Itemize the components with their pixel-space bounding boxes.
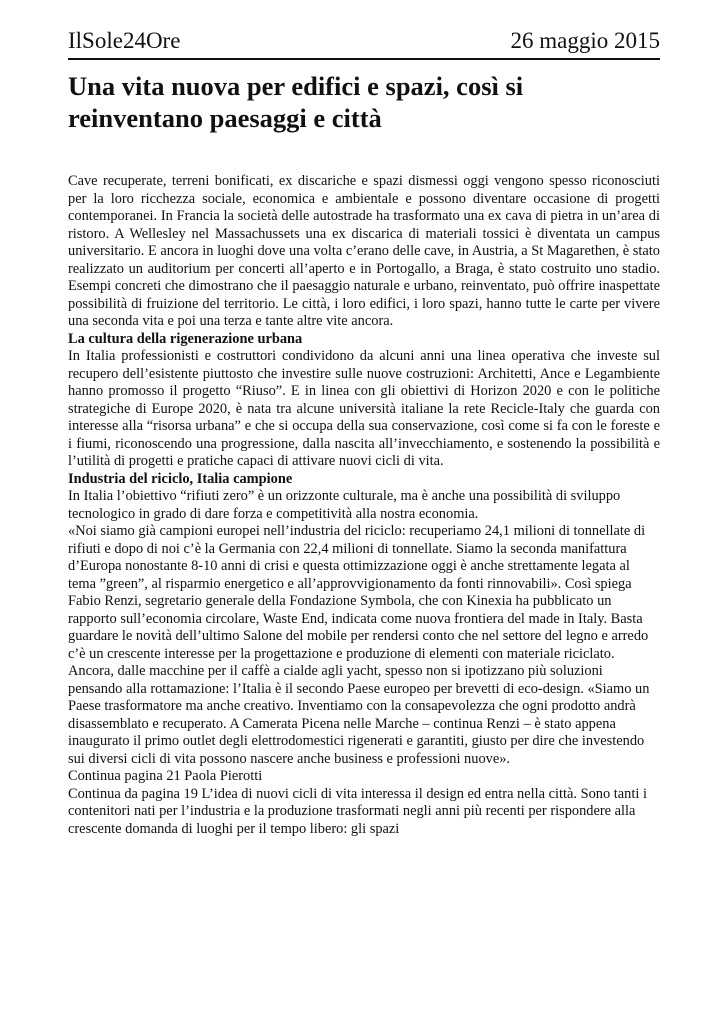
continued-note: Continua pagina 21 Paola Pierotti bbox=[68, 768, 263, 784]
article-body bbox=[68, 173, 660, 838]
paragraph-intro: Cave recuperate, terreni bonificati, ex discariche e spazi dismessi oggi vengono spesso riconosciuti per la loro ricchezza sociale, economica e ambientale e possono diventare occasione di progetti contemporanei. In Francia la società delle autostrade ha trasformato una ex cava di pietra in un’area di ristoro. A Wellesley nel Massachussets una ex discarica di materiali tossici è diventata un campus universitario. E ancora in luoghi dove una volta c’erano delle cave, in Austria, a St Magarethen, è stato realizzato un auditorium per concerti all’aperto e in Portogallo, a Braga, è stato costruito uno stadio. Esempi concreti che dimostrano che il paesaggio naturale e urbano, reinventato, può offrire inaspettate possibilità di fruizione del territorio. Le città, i loro edifici, i loro spazi, hanno tutte le carte per vivere una seconda vita e poi una terza e tante altre vite ancora. bbox=[68, 173, 660, 329]
masthead bbox=[68, 26, 660, 60]
subheading-urban-regeneration: La cultura della rigenerazione urbana bbox=[68, 330, 303, 347]
paragraph-zero-waste: In Italia l’obiettivo “rifiuti zero” è un orizzonte culturale, ma è anche una possibilità di sviluppo tecnologico in grado di dare forza e competitività alla nostra economia. bbox=[68, 488, 621, 522]
article-headline: Una vita nuova per edifici e spazi, così si reinventano paesaggi e città bbox=[68, 71, 524, 133]
publication-date: 26 maggio 2015 bbox=[510, 28, 660, 53]
paragraph-regeneration: In Italia professionisti e costruttori condividono da alcuni anni una linea operativa che investe sul recupero dell’esistente piuttosto che investire sulle nuove costruzioni: Architetti, Ance e Legambiente hanno promosso il progetto “Riuso”. E in linea con gli obiettivi di Horizon 2020 e con le politiche strategiche di Europe 2020, è nata tra alcune università italiane la rete Recicle-Italy che guarda con interesse alla “risorsa urbana” e che si occupa della sua conservazione, così come si fa con le foreste e i fiumi, riconoscendo una progressione, dalla nascita all’invecchiamento, e sostenendo la possibilità e l’utilità di progetti e pratiche capaci di attivare nuovi cicli di vita. bbox=[68, 348, 660, 469]
subheading-recycling-industry: Industria del riciclo, Italia campione bbox=[68, 470, 293, 487]
paragraph-quote-renzi: «Noi siamo già campioni europei nell’industria del riciclo: recuperiamo 24,1 milioni di tonnellate di rifiuti e dopo di noi c’è la Germania con 22,4 milioni di tonnellate. Siamo la seconda manifattura d’Europa nonostante 8-10 anni di crisi e questa ottimizzazione oggi è anche strettamente legata al tema ”green”, al risparmio energetico e all’approvvigionamento da fonti rinnovabili». Così spiega Fabio Renzi, segretario generale della Fondazione Symbola, che con Kinexia ha pubblicato un rapporto sull’economia circolare, Waste End, indicata come nuova frontiera del made in Italy. Basta guardare le novità dell’ultimo Salone del mobile per rendersi conto che nel settore del legno e arredo c’è un crescente interesse per la progettazione e produzione di elementi con materiale riciclato. Ancora, dalle macchine per il caffè a cialde agli yacht, spesso non si ipotizzano più soluzioni pensando alla rottamazione: l’Italia è il secondo Paese europeo per brevetti di eco-design. «Siamo un Paese trasformatore ma anche creativo. Inventiamo con la consapevolezza che ogni prodotto andrà disassemblato e recuperato. A Camerata Picena nelle Marche – continua Renzi – è stato appena inaugurato il primo outlet degli elettrodomestici rigenerati e garantiti, giusto per dire che investendo sui diversi cicli di vita possono nascere anche business e professioni nuove». bbox=[68, 523, 650, 767]
publication-name: IlSole24Ore bbox=[68, 28, 181, 53]
paragraph-continuation: Continua da pagina 19 L’idea di nuovi cicli di vita interessa il design ed entra nella città. Sono tanti i contenitori nati per l’industria e la produzione trasformati negli anni più recenti per rispondere alla crescente domanda di luoghi per il tempo libero: gli spazi bbox=[68, 785, 647, 837]
